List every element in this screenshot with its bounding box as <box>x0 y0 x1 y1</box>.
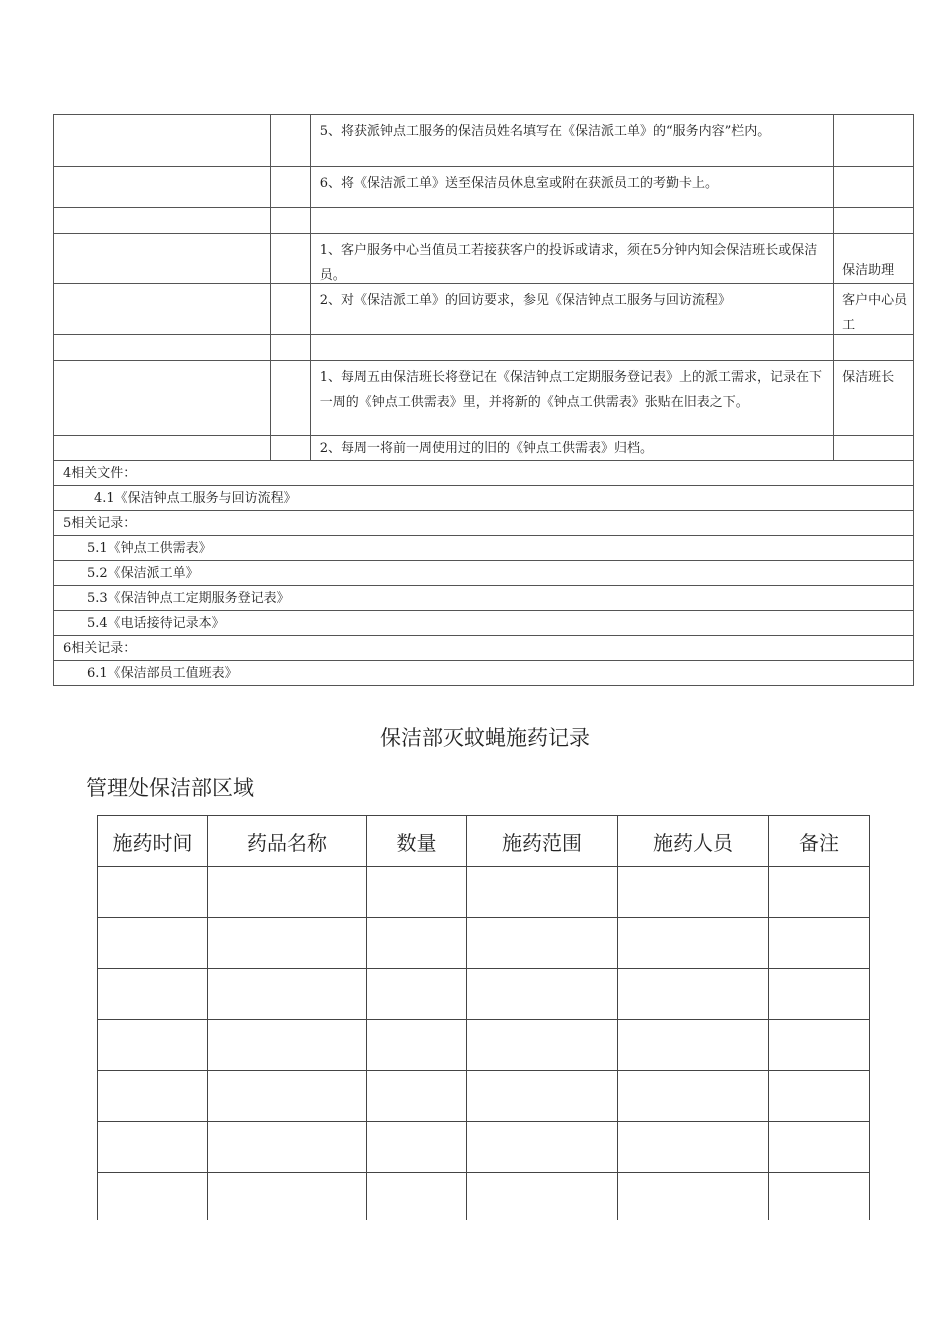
step-text: 1、客户服务中心当值员工若接获客户的投诉或请求，须在5分钟内知会保洁班长或保洁员。 <box>310 234 833 283</box>
table-row <box>98 969 869 1020</box>
column-header: 施药范围 <box>466 816 617 866</box>
step-role <box>833 436 913 460</box>
table-cell[interactable] <box>207 1122 366 1172</box>
table-cell[interactable] <box>466 1020 617 1070</box>
table-cell <box>270 284 310 334</box>
table-cell[interactable] <box>466 867 617 917</box>
step-text: 2、每周一将前一周使用过的旧的《钟点工供需表》归档。 <box>310 436 833 460</box>
table-cell[interactable] <box>366 1071 466 1121</box>
table-cell[interactable] <box>98 969 207 1019</box>
step-text: 5、将获派钟点工服务的保洁员姓名填写在《保洁派工单》的“服务内容”栏内。 <box>310 115 833 166</box>
table-cell[interactable] <box>768 1071 869 1121</box>
list-item: 5.3《保洁钟点工定期服务登记表》 <box>54 585 913 610</box>
table-cell[interactable] <box>466 969 617 1019</box>
table-row <box>54 283 913 334</box>
section-heading: 5相关记录： <box>54 510 913 535</box>
table-row <box>98 867 869 918</box>
table-cell <box>270 234 310 283</box>
list-item: 5.2《保洁派工单》 <box>54 560 913 585</box>
table-cell[interactable] <box>466 1122 617 1172</box>
table-cell[interactable] <box>466 918 617 968</box>
table-cell[interactable] <box>617 1122 768 1172</box>
table-cell[interactable] <box>768 969 869 1019</box>
table-cell <box>54 208 270 233</box>
table-cell[interactable] <box>98 1122 207 1172</box>
table-cell[interactable] <box>617 918 768 968</box>
table-cell[interactable] <box>366 867 466 917</box>
table-cell <box>270 208 310 233</box>
table-cell <box>54 167 270 207</box>
table-cell[interactable] <box>207 918 366 968</box>
table-cell <box>270 335 310 360</box>
table-cell[interactable] <box>98 1173 207 1220</box>
table-cell[interactable] <box>617 1020 768 1070</box>
table-row <box>98 918 869 969</box>
column-header: 数量 <box>366 816 466 866</box>
table-cell[interactable] <box>617 1071 768 1121</box>
step-role <box>833 208 913 233</box>
table-cell[interactable] <box>366 1020 466 1070</box>
page-subtitle: 管理处保洁部区域 <box>86 776 254 800</box>
table-cell[interactable] <box>366 1122 466 1172</box>
table-cell[interactable] <box>768 867 869 917</box>
list-item: 4.1《保洁钟点工服务与回访流程》 <box>54 485 913 510</box>
table-cell[interactable] <box>466 1071 617 1121</box>
column-header: 备注 <box>768 816 869 866</box>
list-item: 5.1《钟点工供需表》 <box>54 535 913 560</box>
page-title: 保洁部灭蚊蝇施药记录 <box>380 726 590 750</box>
table-cell <box>54 361 270 435</box>
table-cell[interactable] <box>617 969 768 1019</box>
table-cell[interactable] <box>366 918 466 968</box>
step-text <box>310 208 833 233</box>
step-text: 2、对《保洁派工单》的回访要求，参见《保洁钟点工服务与回访流程》 <box>310 284 833 334</box>
table-cell[interactable] <box>768 1173 869 1220</box>
table-cell[interactable] <box>768 1122 869 1172</box>
table-cell <box>54 284 270 334</box>
step-text <box>310 335 833 360</box>
column-header: 药品名称 <box>207 816 366 866</box>
table-header-row <box>98 816 869 867</box>
table-row <box>54 207 913 233</box>
section-heading: 6相关记录： <box>54 635 913 660</box>
record-table <box>97 815 870 1220</box>
step-role: 客户中心员工 <box>833 284 913 334</box>
table-cell <box>54 335 270 360</box>
section-heading: 4相关文件： <box>54 460 913 485</box>
list-item: 5.4《电话接待记录本》 <box>54 610 913 635</box>
table-cell[interactable] <box>207 969 366 1019</box>
table-cell <box>270 115 310 166</box>
step-role: 保洁助理 <box>833 234 913 283</box>
table-cell[interactable] <box>768 918 869 968</box>
step-role <box>833 167 913 207</box>
table-row <box>54 435 913 460</box>
table-row <box>98 1071 869 1122</box>
table-cell[interactable] <box>207 867 366 917</box>
table-cell <box>54 115 270 166</box>
table-cell[interactable] <box>207 1173 366 1220</box>
table-cell <box>270 436 310 460</box>
table-cell[interactable] <box>98 918 207 968</box>
table-cell <box>270 361 310 435</box>
step-role <box>833 335 913 360</box>
procedure-table <box>53 114 914 686</box>
table-row <box>54 233 913 283</box>
step-role: 保洁班长 <box>833 361 913 435</box>
table-cell[interactable] <box>366 969 466 1019</box>
table-cell[interactable] <box>617 867 768 917</box>
table-row <box>98 1173 869 1220</box>
table-cell[interactable] <box>768 1020 869 1070</box>
table-row <box>54 166 913 207</box>
table-cell[interactable] <box>366 1173 466 1220</box>
table-cell <box>54 234 270 283</box>
table-cell[interactable] <box>466 1173 617 1220</box>
column-header: 施药时间 <box>112 830 193 855</box>
table-cell[interactable] <box>98 867 207 917</box>
table-row <box>54 360 913 435</box>
table-cell[interactable] <box>207 1071 366 1121</box>
table-cell[interactable] <box>617 1173 768 1220</box>
step-role <box>833 115 913 166</box>
table-row <box>98 1020 869 1071</box>
table-cell[interactable] <box>98 1071 207 1121</box>
table-row <box>54 334 913 360</box>
table-cell[interactable] <box>207 1020 366 1070</box>
table-cell <box>270 167 310 207</box>
column-header: 施药人员 <box>617 816 768 866</box>
table-row <box>98 1122 869 1173</box>
table-cell <box>54 436 270 460</box>
table-row <box>54 115 913 166</box>
step-text: 1、每周五由保洁班长将登记在《保洁钟点工定期服务登记表》上的派工需求，记录在下一周的《钟点工供需表》里，并将新的《钟点工供需表》张贴在旧表之下。 <box>310 361 833 435</box>
table-cell[interactable] <box>98 1020 207 1070</box>
list-item: 6.1《保洁部员工值班表》 <box>54 660 913 685</box>
step-text: 6、将《保洁派工单》送至保洁员休息室或附在获派员工的考勤卡上。 <box>310 167 833 207</box>
